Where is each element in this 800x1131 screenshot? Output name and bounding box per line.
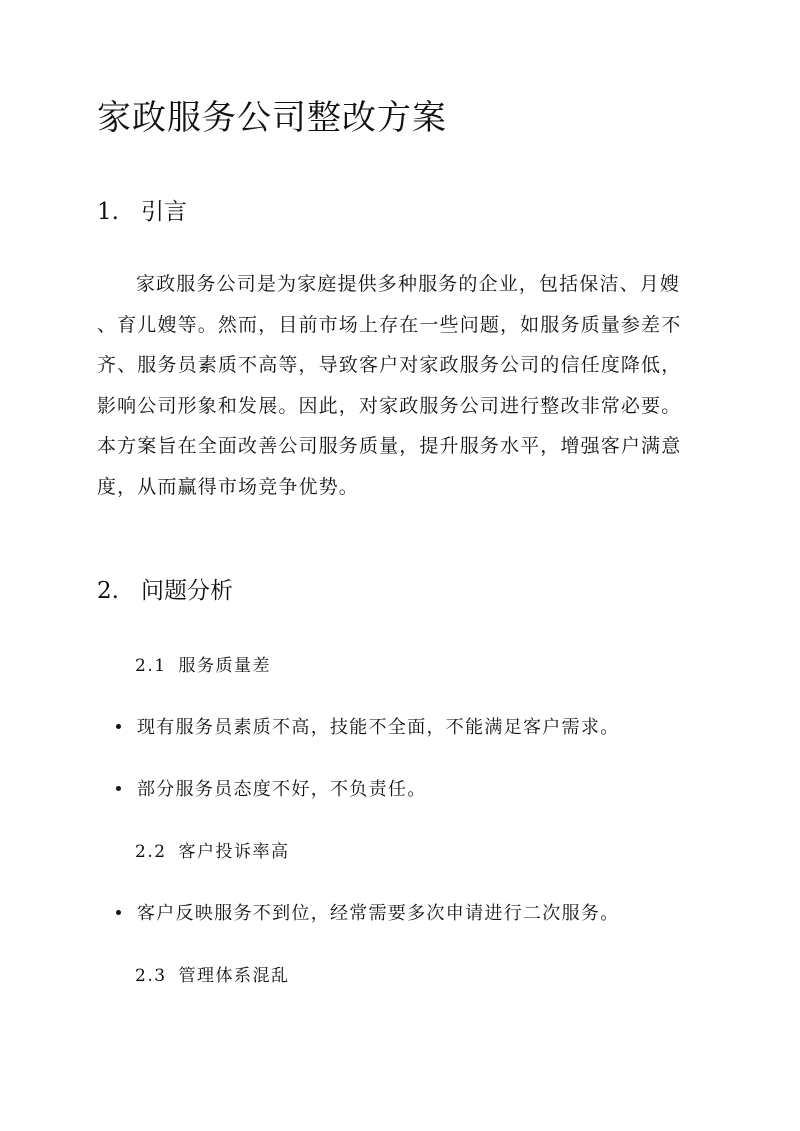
bullet-icon [116,786,121,791]
subsection-title: 管理体系混乱 [178,966,290,986]
subsection-title: 客户投诉率高 [178,842,290,862]
paragraph-line: 度，从而赢得市场竞争优势。 [97,475,359,498]
paragraph-line: 本方案旨在全面改善公司服务质量，提升服务水平，增强客户满意 [97,435,682,458]
list-item-text: 客户反映服务不到位，经常需要多次申请进行二次服务。 [137,903,620,924]
list-item-text: 部分服务员态度不好，不负责任。 [137,779,427,800]
document-title: 家政服务公司整改方案 [97,98,447,138]
subsection-number: 2.3 [135,966,167,986]
list-item [116,776,427,804]
paragraph-line: 齐、服务员素质不高等，导致客户对家政服务公司的信任度降低， [97,354,682,377]
section-title: 问题分析 [141,578,233,604]
subsection-number: 2.2 [135,842,167,862]
subsection-heading-complaint-rate [135,838,290,866]
subsection-title: 服务质量差 [178,656,272,676]
subsection-number: 2.1 [135,656,167,676]
bullet-icon [116,724,121,729]
paragraph-line: 、育儿嫂等。然而，目前市场上存在一些问题，如服务质量参差不 [97,313,682,336]
section-number: 2. [97,578,119,604]
introduction-paragraph [97,264,707,508]
list-item [116,714,620,742]
list-item [116,900,620,928]
subsection-heading-service-quality [135,652,271,680]
section-title: 引言 [141,199,187,225]
section-heading-problem-analysis [97,575,233,607]
list-item-text: 现有服务员素质不高，技能不全面，不能满足客户需求。 [137,717,620,738]
subsection-heading-management-system [135,962,290,990]
section-number: 1. [97,199,119,225]
bullet-icon [116,910,121,915]
paragraph-line: 影响公司形象和发展。因此，对家政服务公司进行整改非常必要。 [97,394,682,417]
paragraph-line: 家政服务公司是为家庭提供多种服务的企业，包括保洁、月嫂 [136,273,681,295]
section-heading-introduction [97,196,187,228]
